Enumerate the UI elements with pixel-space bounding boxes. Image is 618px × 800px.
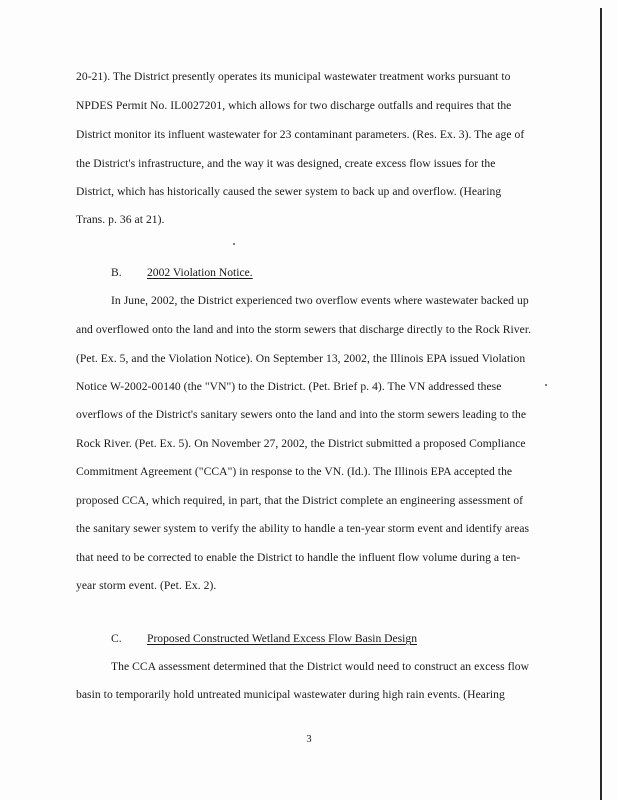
text-line: proposed CCA, which required, in part, that the District complete an engineering assessment of: [76, 494, 524, 507]
text-line: District monitor its influent wastewater for 23 contaminant parameters. (Res. Ex. 3). The age of: [76, 128, 525, 141]
section-b-title: 2002 Violation Notice.: [147, 266, 253, 279]
text-line: the District's infrastructure, and the way it was designed, create excess flow issues for the: [76, 157, 496, 170]
text-line: Notice W-2002-00140 (the "VN") to the District. (Pet. Brief p. 4). The VN addressed these: [76, 380, 502, 393]
text-line: the sanitary sewer system to verify the ability to handle a ten-year storm event and identify areas: [76, 522, 530, 535]
text-line: and overflowed onto the land and into the storm sewers that discharge directly to the Rock River.: [76, 323, 532, 336]
text-line: year storm event. (Pet. Ex. 2).: [76, 579, 217, 592]
text-line: that need to be corrected to enable the District to handle the influent flow volume during a ten-: [76, 551, 521, 564]
text-line: Trans. p. 36 at 21).: [76, 213, 165, 226]
page-number: 3: [306, 734, 312, 745]
text-line: Rock River. (Pet. Ex. 5). On November 27, 2002, the District submitted a proposed Compliance: [76, 437, 526, 450]
scan-edge-line: [600, 8, 602, 800]
text-line: Commitment Agreement ("CCA") in response to the VN. (Id.). The Illinois EPA accepted the: [76, 465, 513, 478]
text-line: basin to temporarily hold untreated municipal wastewater during high rain events. (Hearing: [76, 688, 505, 701]
text-line: NPDES Permit No. IL0027201, which allows for two discharge outfalls and requires that the: [76, 99, 512, 112]
text-line: overflows of the District's sanitary sewers onto the land and into the storm sewers leading to the: [76, 408, 527, 421]
text-line: (Pet. Ex. 5, and the Violation Notice). On September 13, 2002, the Illinois EPA issued Violation: [76, 352, 526, 365]
text-line: In June, 2002, the District experienced two overflow events where wastewater backed up: [111, 294, 529, 307]
text-line: 20-21). The District presently operates its municipal wastewater treatment works pursuant to: [76, 70, 511, 83]
text-line: The CCA assessment determined that the District would need to construct an excess flow: [111, 660, 530, 673]
text-line: District, which has historically caused the sewer system to back up and overflow. (Hearing: [76, 185, 502, 198]
scan-speck: [233, 243, 235, 245]
scan-speck: [545, 384, 547, 386]
section-b-letter: B.: [111, 266, 122, 279]
section-c-title: Proposed Constructed Wetland Excess Flow Basin Design: [147, 632, 417, 645]
section-c-letter: C.: [111, 632, 122, 645]
